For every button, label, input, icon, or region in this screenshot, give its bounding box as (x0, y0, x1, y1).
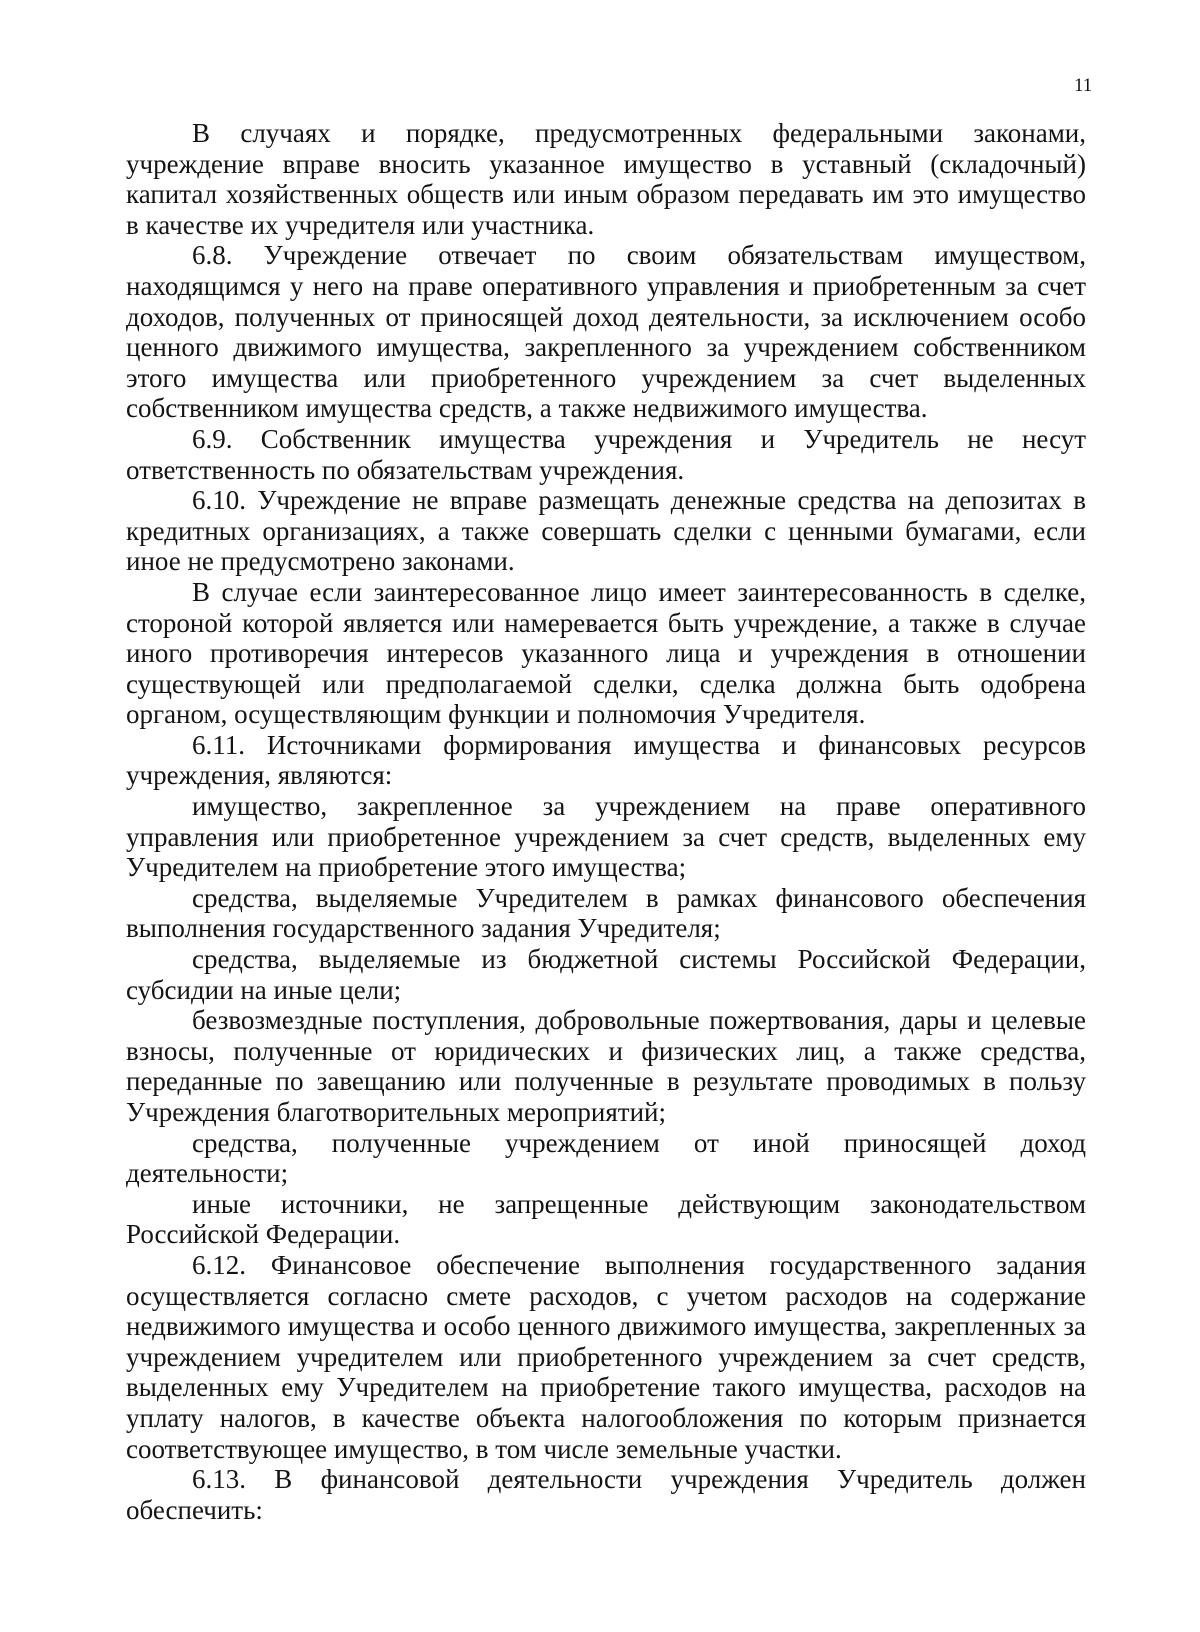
paragraph-6-8: 6.8. Учреждение отвечает по своим обязательствам имуществом, находящимся у него на праве оперативного управления и приобретенным за счет доходов, полученных от приносящей доход деятельности, за исключением особо ценного движимого имущества, закрепленного за учреждением собственником этого имущества или приобретенного учреждением за счет выделенных собственником имущества средств, а также недвижимого имущества. (126, 240, 1086, 424)
paragraph-6-13: 6.13. В финансовой деятельности учреждения Учредитель должен обеспечить: (126, 1464, 1086, 1525)
list-item-state-task-funds: средства, выделяемые Учредителем в рамках финансового обеспечения выполнения государственного задания Учредителя; (126, 882, 1086, 944)
list-item-assigned-property: имущество, закрепленное за учреждением на праве оперативного управления или приобретенное учреждением за счет средств, выделенных ему Учредителем на приобретение этого имущества; (126, 791, 1086, 883)
list-item-income-activity: средства, полученные учреждением от иной приносящей доход деятельности; (126, 1127, 1086, 1189)
paragraph-property-contribution: В случаях и порядке, предусмотренных федеральными законами, учреждение вправе вносить указанное имущество в уставный (складочный) капитал хозяйственных обществ или иным образом передавать им это имущество в качестве их учредителя или участника. (126, 118, 1086, 240)
document-body (126, 118, 1086, 1525)
page-number: 11 (1074, 75, 1093, 96)
paragraph-6-10: 6.10. Учреждение не вправе размещать денежные средства на депозитах в кредитных организациях, а также совершать сделки с ценными бумагами, если иное не предусмотрено законами. (126, 485, 1086, 577)
paragraph-6-11: 6.11. Источниками формирования имущества и финансовых ресурсов учреждения, являются: (126, 729, 1086, 791)
paragraph-interest-conflict: В случае если заинтересованное лицо имеет заинтересованность в сделке, стороной которой является или намеревается быть учреждение, а также в случае иного противоречия интересов указанного лица и учреждения в отношении существующей или предполагаемой сделки, сделка должна быть одобрена органом, осуществляющим функции и полномочия Учредителя. (126, 576, 1086, 730)
list-item-budget-funds: средства, выделяемые из бюджетной системы Российской Федерации, субсидии на иные цели; (126, 944, 1086, 1005)
list-item-other-sources: иные источники, не запрещенные действующим законодательством Российской Федерации. (126, 1188, 1086, 1250)
paragraph-6-12: 6.12. Финансовое обеспечение выполнения государственного задания осуществляется согласно смете расходов, с учетом расходов на содержание недвижимого имущества и особо ценного движимого имущества, закрепленных за учреждением учредителем или приобретенного учреждением за счет средств, выделенных ему Учредителем на приобретение такого имущества, расходов на уплату налогов, в качестве объекта налогообложения по которым признается соответствующее имущество, в том числе земельные участки. (126, 1249, 1086, 1464)
list-item-donations: безвозмездные поступления, добровольные пожертвования, дары и целевые взносы, полученные от юридических и физических лиц, а также средства, переданные по завещанию или полученные в результате проводимых в пользу Учреждения благотворительных мероприятий; (126, 1005, 1086, 1127)
paragraph-6-9: 6.9. Собственник имущества учреждения и Учредитель не несут ответственность по обязательствам учреждения. (126, 423, 1086, 485)
